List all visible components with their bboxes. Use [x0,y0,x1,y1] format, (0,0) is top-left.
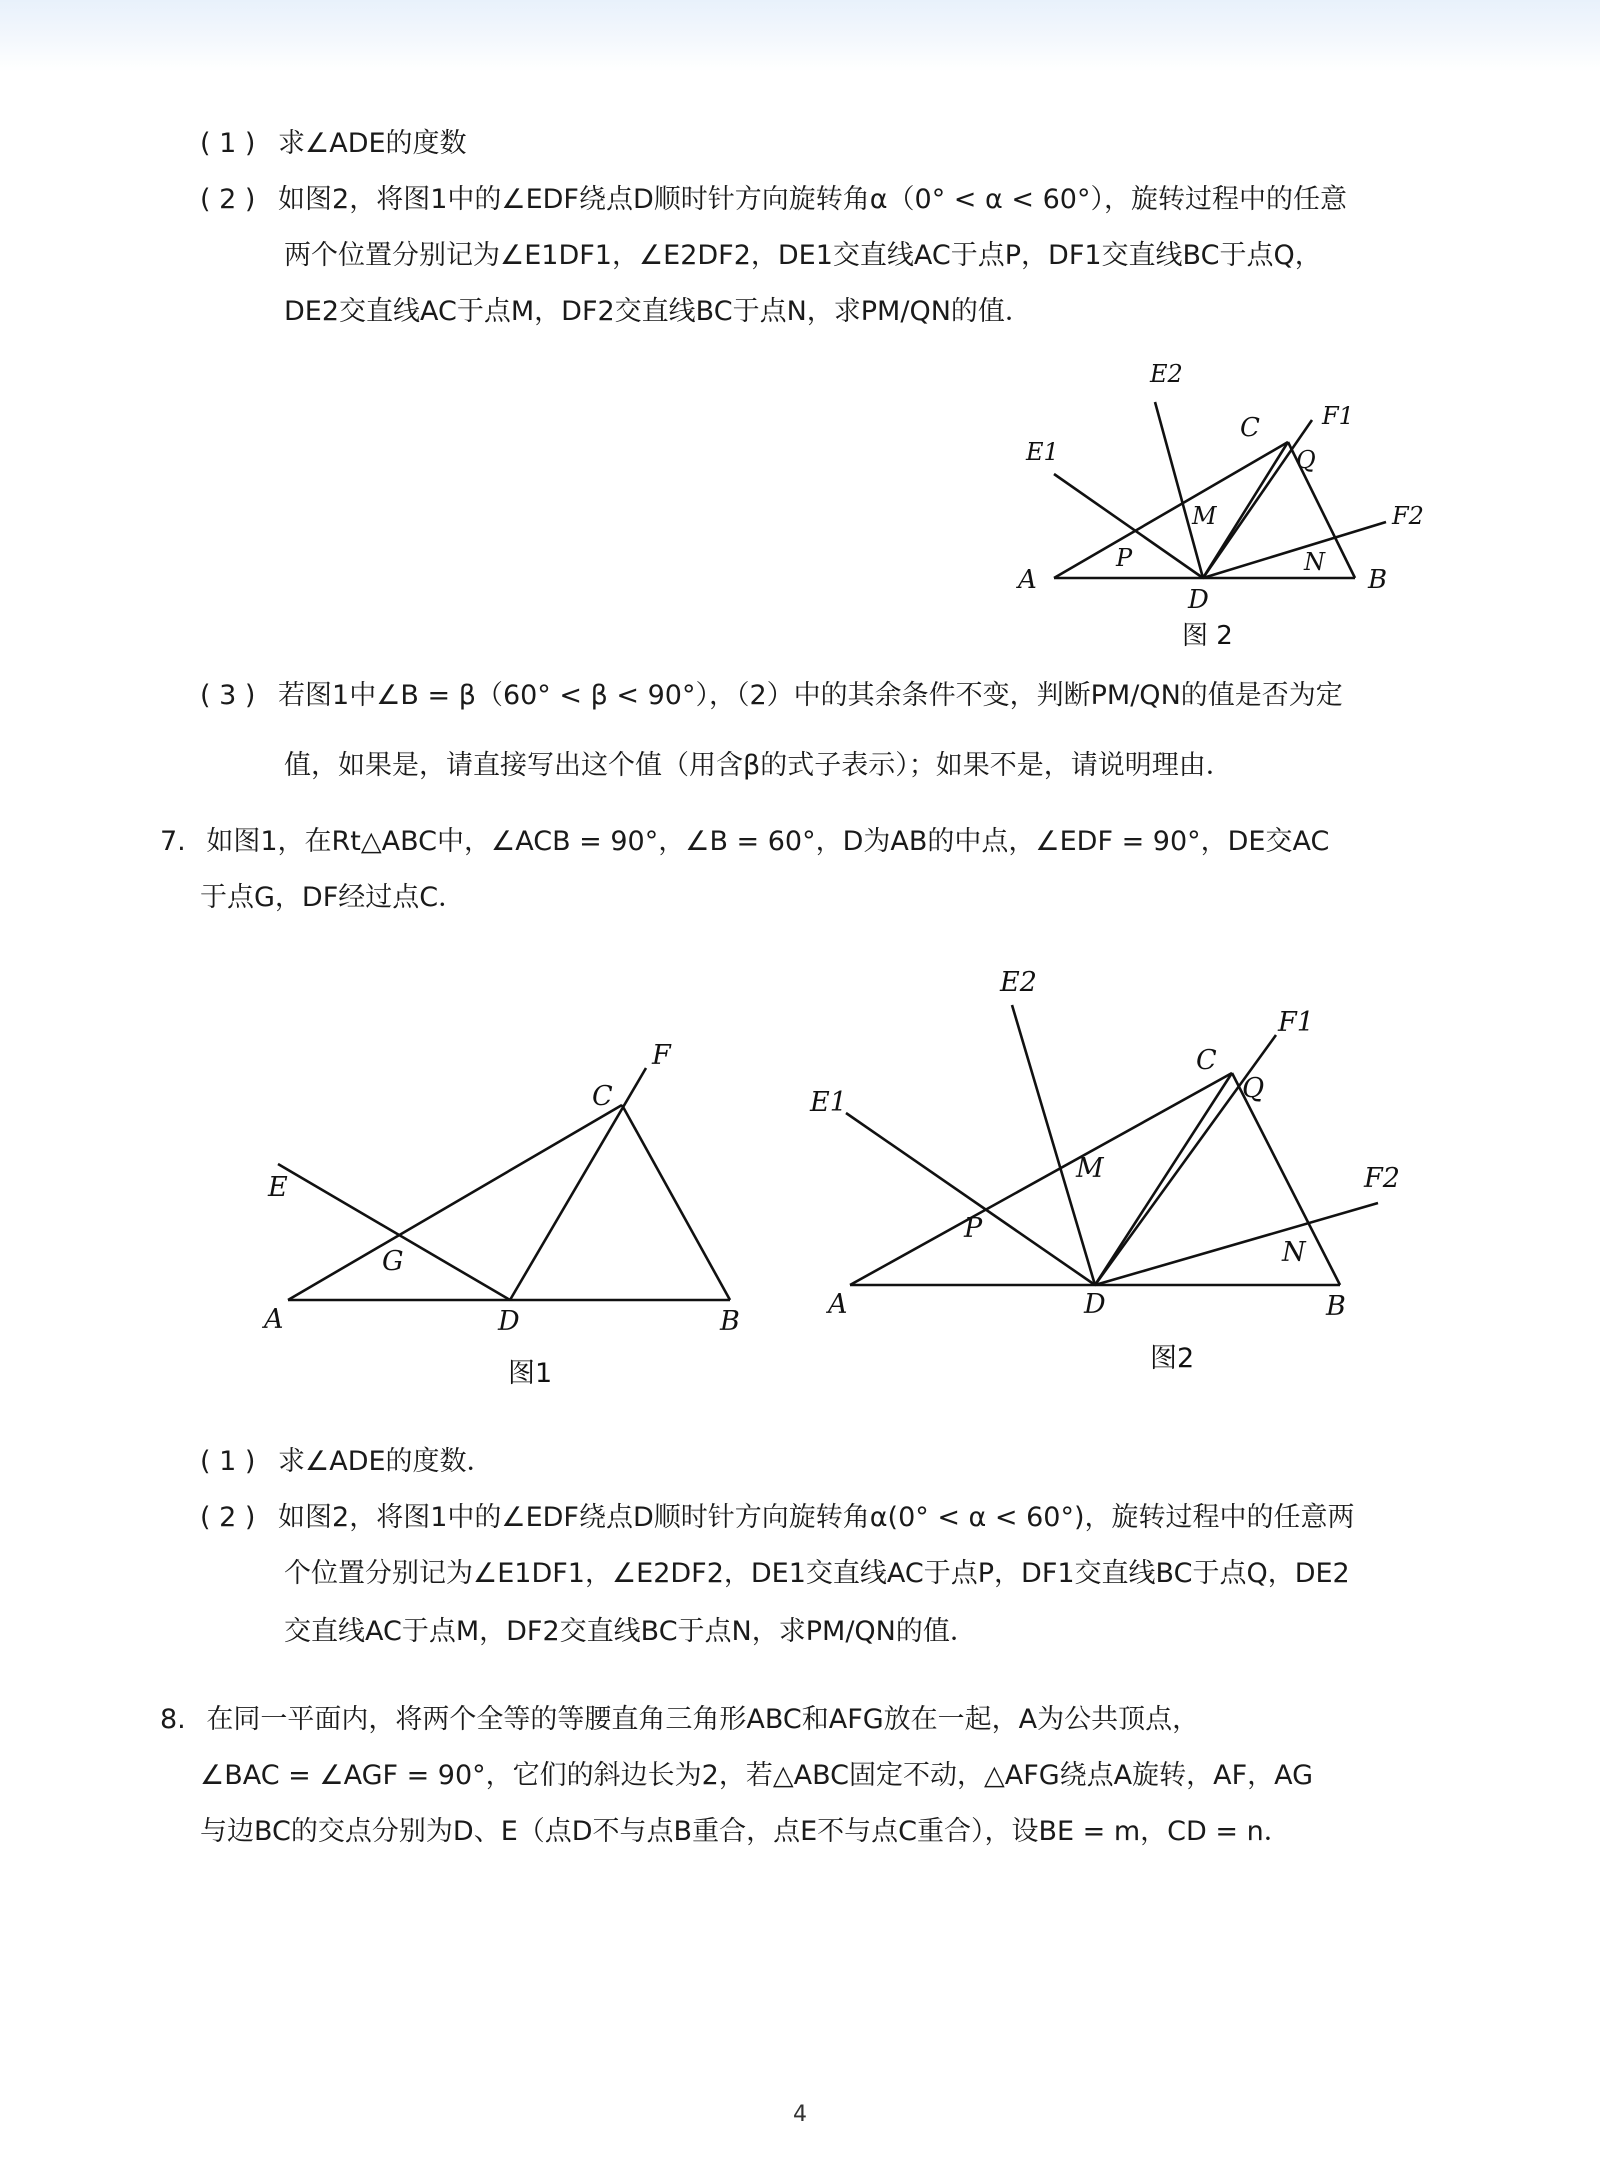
q7-line2: 于点G，DF经过点C． [200,882,466,913]
q8-line3: 与边BC的交点分别为D、E（点D不与点B重合，点E不与点C重合），设BE = m，CD = n． [200,1816,1291,1847]
q7-part2-line1 [200,1498,1355,1538]
ray-DF [510,1068,646,1300]
q6-part3-text1: 若图1中∠B = β（60° < β < 90°），（2）中的其余条件不变，判断PM/QN的值是否为定 [278,680,1343,711]
ray-DE2 [1155,402,1203,578]
fig2-label-F1: F1 [1322,402,1354,430]
page-header-band [0,0,1600,72]
q6-part2-line3: DE2交直线AC于点M，DF2交直线BC于点N，求PM/QN的值． [284,296,1032,327]
fig2b-label-Q: Q [1242,1073,1265,1104]
fig2b-label-F2: F2 [1364,1163,1400,1194]
fig2-caption: 图 2 [1182,621,1233,651]
q8-line1 [160,1700,1199,1740]
q6-part3-line2: 值，如果是，请直接写出这个值（用含β的式子表示）；如果不是，请说明理由． [284,750,1233,781]
fig1-label-D: D [498,1306,520,1337]
fig2b-label-E1: E1 [810,1087,847,1118]
q6-part1-text: 求∠ADE的度数 [278,128,467,159]
q6-part3-label: ( 3 ) [200,680,256,711]
fig2-label-E2: E2 [1150,360,1183,388]
fig2-label-Q: Q [1296,446,1316,474]
q7-part2-text1: 如图2，将图1中的∠EDF绕点D顺时针方向旋转角α(0° < α < 60°)，旋转过程中的任意两 [278,1502,1355,1533]
q7-part2-line3: 交直线AC于点M，DF2交直线BC于点N，求PM/QN的值． [284,1616,977,1647]
q7-line1 [160,822,1329,862]
q7-number: 7. [160,826,186,857]
q7-part1 [200,1442,494,1482]
ray-DE2 [1012,1005,1095,1285]
q7-figure-2 [810,955,1400,1375]
fig2-label-N: N [1304,548,1325,576]
q7-text1: 如图1，在Rt△ABC中，∠ACB = 90°，∠B = 60°，D为AB的中点，∠EDF = 90°，DE交AC [206,826,1330,857]
q8-number: 8. [160,1704,186,1735]
fig2-label-D: D [1188,585,1209,615]
segment-BC [622,1105,730,1300]
q6-part1 [200,124,467,164]
q7-part1-text: 求∠ADE的度数． [278,1446,494,1477]
fig2-label-C: C [1240,413,1260,443]
q7-part2-label: ( 2 ) [200,1502,256,1533]
fig2b-caption: 图2 [1150,1343,1195,1374]
fig2-label-P: P [1116,544,1133,572]
q6-part2-line2: 两个位置分别记为∠E1DF1，∠E2DF2，DE1交直线AC于点P，DF1交直线BC于点Q， [284,240,1322,271]
fig2b-label-D: D [1084,1289,1106,1320]
fig1-label-G: G [382,1246,404,1277]
segment-AC [288,1105,622,1300]
q7-part1-label: ( 1 ) [200,1446,256,1477]
fig2b-label-F1: F1 [1278,1007,1314,1038]
ray-DE1 [846,1113,1095,1285]
q6-part2-line1 [200,180,1347,220]
fig1-label-A: A [264,1304,284,1335]
q6-part3-line1 [200,676,1343,716]
segment-DC [1095,1073,1232,1285]
fig1-label-F: F [652,1040,671,1071]
fig1-label-B: B [720,1306,740,1337]
ray-DF2 [1203,522,1386,578]
q6-part1-label: ( 1 ) [200,128,256,159]
ray-DE [278,1164,510,1300]
fig2-label-E1: E1 [1026,438,1059,466]
fig2-label-F2: F2 [1392,502,1424,530]
q6-part2-label: ( 2 ) [200,184,256,215]
page-number: 4 [793,2102,807,2127]
q7-figure-1 [258,1038,778,1398]
fig1-label-E: E [268,1172,288,1203]
fig2b-label-B: B [1326,1291,1346,1322]
fig2b-label-M: M [1076,1153,1104,1184]
fig2b-label-E2: E2 [1000,967,1037,998]
fig2b-label-C: C [1196,1045,1217,1076]
fig2b-label-A: A [828,1289,848,1320]
ray-DF1 [1203,420,1312,578]
q6-figure-2 [1000,352,1440,652]
q6-part2-text1: 如图2，将图1中的∠EDF绕点D顺时针方向旋转角α（0° < α < 60°），旋转过程中的任意 [278,184,1347,215]
fig2-label-M: M [1192,502,1217,530]
fig2-label-B: B [1368,565,1388,595]
fig2b-label-P: P [964,1213,983,1244]
fig2-label-A: A [1018,565,1037,595]
q8-line2: ∠BAC = ∠AGF = 90°，它们的斜边长为2，若△ABC固定不动，△AFG绕点A旋转，AF，AG [200,1760,1314,1791]
ray-DF2 [1095,1203,1378,1285]
fig1-label-C: C [592,1081,613,1112]
q7-part2-line2: 个位置分别记为∠E1DF1，∠E2DF2，DE1交直线AC于点P，DF1交直线BC于点Q，DE2 [284,1558,1350,1589]
fig1-caption: 图1 [508,1358,553,1389]
fig2b-label-N: N [1282,1237,1306,1268]
q8-text1: 在同一平面内，将两个全等的等腰直角三角形ABC和AFG放在一起，A为公共顶点， [206,1704,1200,1735]
